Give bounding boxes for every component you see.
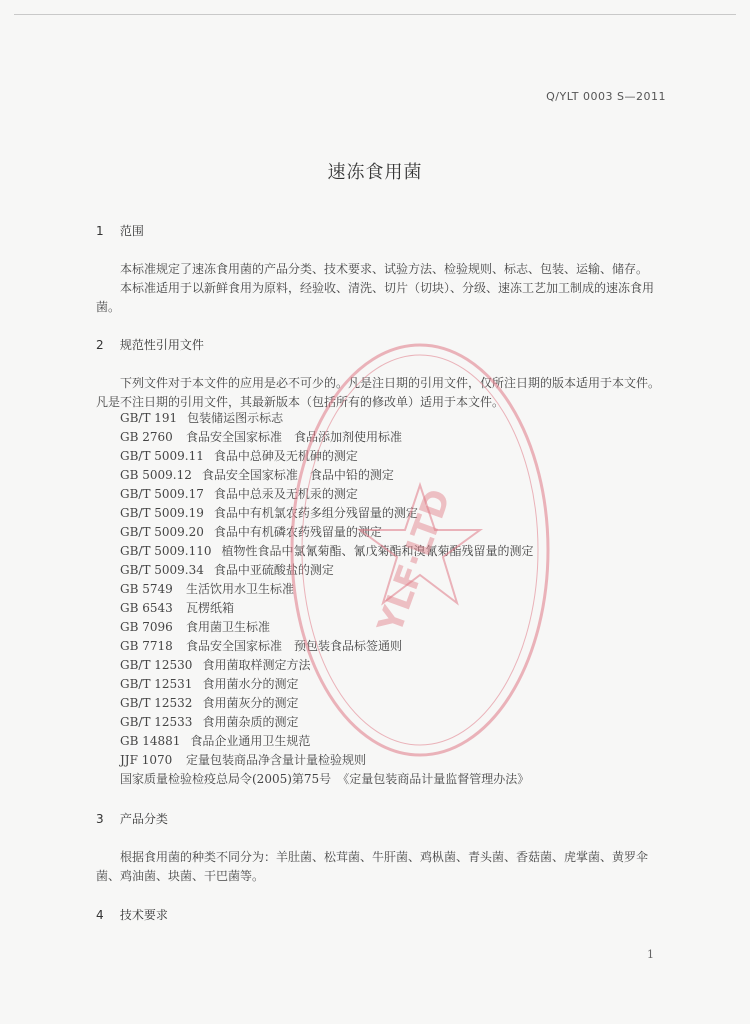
reference-code: GB 5749 xyxy=(120,582,173,596)
company-seal-stamp xyxy=(285,335,555,765)
reference-code: GB 6543 xyxy=(120,601,173,615)
reference-title: 包装储运图示标志 xyxy=(187,411,284,425)
reference-title: 食品安全国家标准 食品添加剂使用标准 xyxy=(186,430,403,444)
reference-title: 定量包装商品净含量计量检验规则 xyxy=(186,753,367,767)
reference-code: GB 7096 xyxy=(120,620,173,634)
section-number: 2 xyxy=(96,338,104,352)
reference-title: 食用菌取样测定方法 xyxy=(202,658,311,672)
reference-title: 食用菌水分的测定 xyxy=(202,677,299,691)
reference-title: 生活饮用水卫生标准 xyxy=(186,582,295,596)
reference-code: GB 14881 xyxy=(120,734,181,748)
reference-code: GB/T 12533 xyxy=(120,715,193,729)
reference-title: 食品企业通用卫生规范 xyxy=(190,734,311,748)
section-number: 1 xyxy=(96,224,104,238)
reference-code: GB 5009.12 xyxy=(120,468,192,482)
scope-paragraph-2: 本标准适用于以新鲜食用为原料，经验收、清洗、切片（切块）、分级、速冻工艺加工制成的速冻食用菌。 xyxy=(96,281,655,314)
section-3-heading xyxy=(96,810,168,827)
standard-code: Q/YLT 0003 S—2011 xyxy=(546,90,666,103)
reference-code: GB/T 5009.110 xyxy=(120,544,212,558)
reference-title: 食品中总砷及无机砷的测定 xyxy=(213,449,358,463)
reference-code: GB/T 12532 xyxy=(120,696,193,710)
section-title: 范围 xyxy=(119,224,144,238)
reference-title: 瓦楞纸箱 xyxy=(186,601,235,615)
reference-title: 食用菌卫生标准 xyxy=(186,620,271,634)
page-number: 1 xyxy=(647,948,654,961)
reference-item xyxy=(120,770,534,789)
section-1-heading xyxy=(96,222,144,239)
reference-title: 食品安全国家标准 食品中铅的测定 xyxy=(201,468,394,482)
top-border-line xyxy=(14,14,736,15)
reference-code: GB/T 5009.11 xyxy=(120,449,204,463)
section-number: 3 xyxy=(96,812,104,826)
reference-code: GB/T 191 xyxy=(120,411,178,425)
reference-code: GB 7718 xyxy=(120,639,173,653)
section-title: 技术要求 xyxy=(119,908,168,922)
scope-paragraph-1: 本标准规定了速冻食用菌的产品分类、技术要求、试验方法、检验规则、标志、包装、运输、储存。 xyxy=(120,262,649,276)
reference-code: GB/T 12530 xyxy=(120,658,193,672)
reference-code: GB/T 5009.34 xyxy=(120,563,204,577)
reference-title: 《定量包装商品计量监督管理办法》 xyxy=(337,772,530,786)
reference-code: JJF 1070 xyxy=(120,753,173,767)
section-4-heading xyxy=(96,906,168,923)
classification-paragraph: 根据食用菌的种类不同分为：羊肚菌、松茸菌、牛肝菌、鸡枞菌、青头菌、香菇菌、虎掌菌、黄罗伞菌、鸡油菌、块菌、干巴菌等。 xyxy=(96,850,649,883)
reference-title: 食用菌灰分的测定 xyxy=(202,696,299,710)
reference-code: GB/T 12531 xyxy=(120,677,193,691)
reference-title: 食品安全国家标准 预包装食品标签通则 xyxy=(186,639,403,653)
reference-code: 国家质量检验检疫总局令(2005)第75号 xyxy=(120,772,332,786)
reference-title: 食品中总汞及无机汞的测定 xyxy=(213,487,358,501)
reference-code: GB/T 5009.17 xyxy=(120,487,204,501)
reference-title: 食品中有机氯农药多组分残留量的测定 xyxy=(213,506,418,520)
reference-code: GB 2760 xyxy=(120,430,173,444)
reference-code: GB/T 5009.20 xyxy=(120,525,204,539)
page-title: 速冻食用菌 xyxy=(327,162,423,183)
reference-title: 食品中有机磷农药残留量的测定 xyxy=(213,525,382,539)
reference-title: 食用菌杂质的测定 xyxy=(202,715,299,729)
section-title: 规范性引用文件 xyxy=(119,338,204,352)
seal-text: YLF·LTD xyxy=(370,483,460,639)
references-intro: 下列文件对于本文件的应用是必不可少的。凡是注日期的引用文件，仅所注日期的版本适用于本文件。凡是不注日期的引用文件，其最新版本（包括所有的修改单）适用于本文件。 xyxy=(96,376,661,409)
reference-title: 植物性食品中氯氰菊酯、氰戊菊酯和溴氰菊酯残留量的测定 xyxy=(221,544,534,558)
section-2-heading xyxy=(96,336,204,353)
reference-title: 食品中亚硫酸盐的测定 xyxy=(213,563,334,577)
section-number: 4 xyxy=(96,908,104,922)
reference-code: GB/T 5009.19 xyxy=(120,506,204,520)
section-title: 产品分类 xyxy=(119,812,168,826)
